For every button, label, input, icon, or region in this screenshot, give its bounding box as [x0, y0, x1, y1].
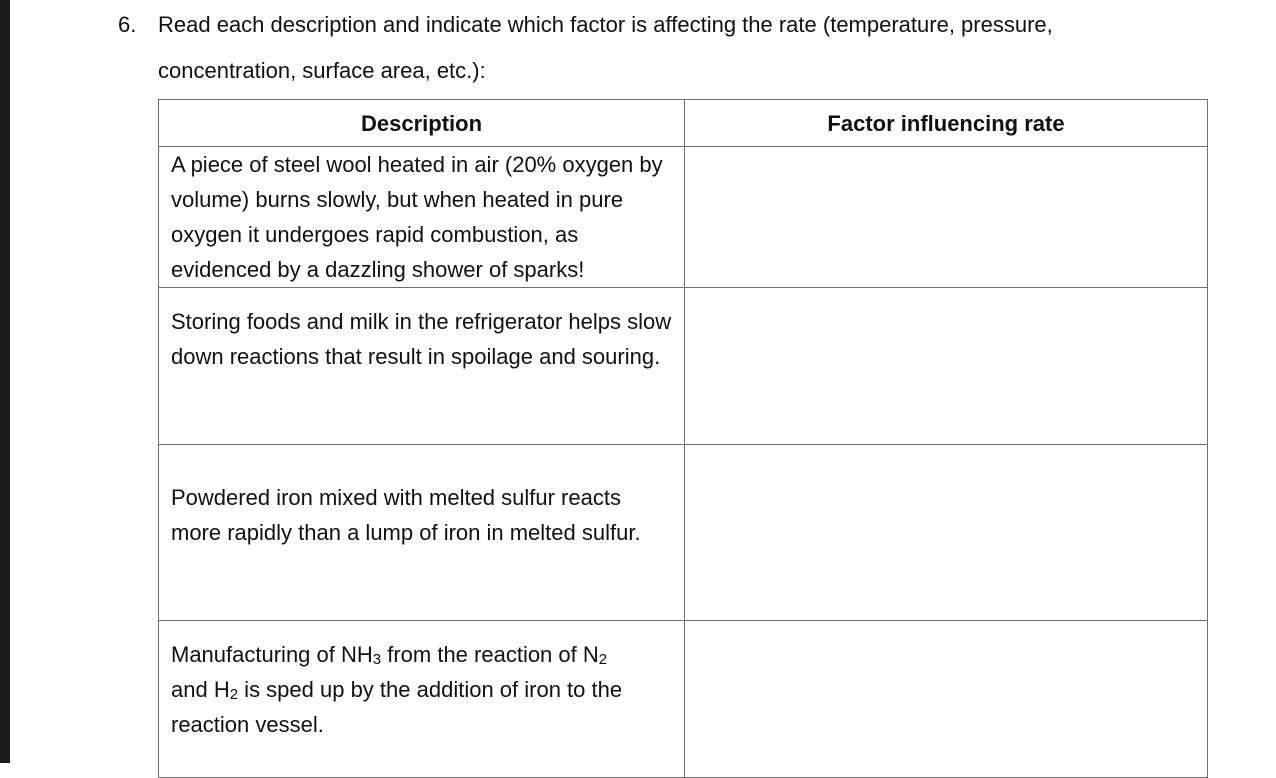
description-cell: Powdered iron mixed with melted sulfur reacts more rapidly than a lump of iron in melted sulfur.: [159, 445, 685, 621]
rate-factor-table: [158, 99, 1208, 778]
table-row: [159, 147, 1208, 288]
description-cell: A piece of steel wool heated in air (20% oxygen by volume) burns slowly, but when heated in pure oxygen it undergoes rapid combustion, as evidenced by a dazzling shower of sparks!: [159, 147, 685, 288]
header-factor: Factor influencing rate: [685, 100, 1208, 147]
table-row: [159, 445, 1208, 621]
question-number: 6.: [118, 12, 137, 37]
question-text-line-1: Read each description and indicate which factor is affecting the rate (temperature, pressure,: [158, 12, 1053, 37]
header-description: Description: [159, 100, 685, 147]
table-row: [159, 288, 1208, 445]
factor-answer-cell[interactable]: [685, 288, 1208, 445]
description-text: from the reaction of N: [381, 642, 599, 667]
factor-answer-cell[interactable]: [685, 621, 1208, 778]
table-header-row: [159, 100, 1208, 147]
question-text-line-2: concentration, surface area, etc.):: [158, 58, 486, 83]
subscript: 2: [598, 651, 608, 668]
description-text: and H: [171, 677, 230, 702]
description-text: Manufacturing of NH: [171, 642, 373, 667]
factor-answer-cell[interactable]: [685, 147, 1208, 288]
description-cell: Storing foods and milk in the refrigerator helps slow down reactions that result in spoilage and souring.: [159, 288, 685, 445]
subscript: 2: [229, 686, 239, 703]
factor-answer-cell[interactable]: [685, 445, 1208, 621]
description-cell: [159, 621, 685, 778]
left-edge-bar: [0, 0, 10, 763]
table-row: [159, 621, 1208, 778]
subscript: 3: [372, 651, 382, 668]
description-text: is sped up by the addition of iron to the reaction vessel.: [171, 677, 623, 737]
